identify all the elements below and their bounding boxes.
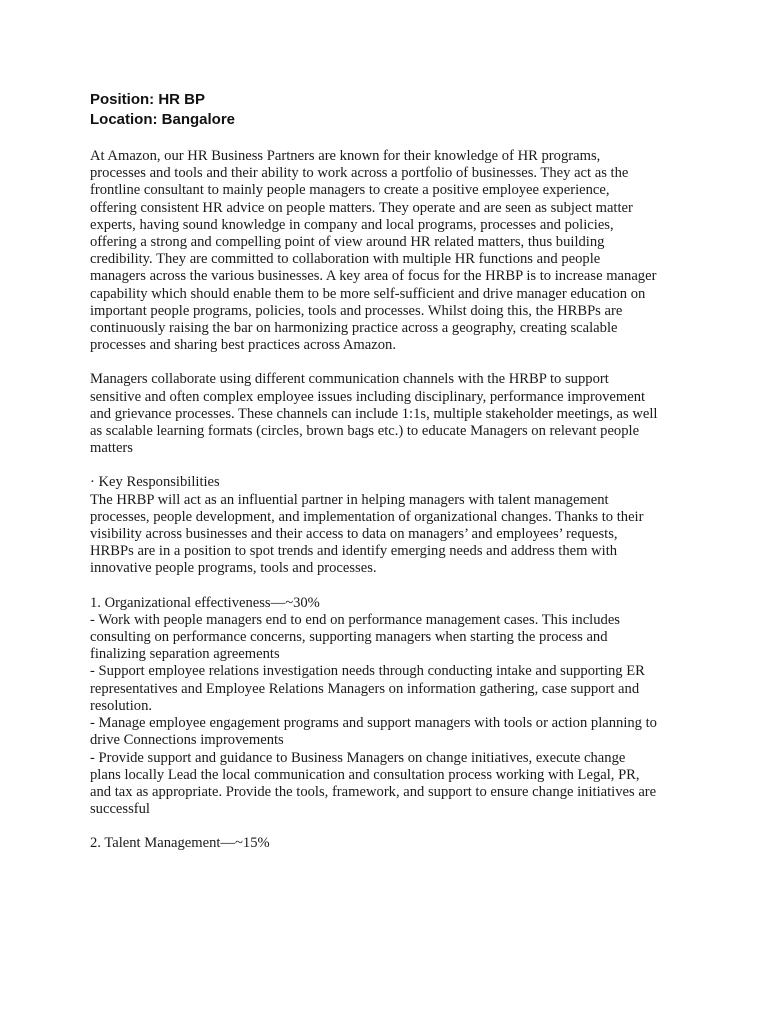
text-line: Managers collaborate using different communication channels with the HRBP to support: [90, 371, 609, 388]
text-line: managers across the various businesses. A key area of focus for the HRBP is to increase manager: [90, 268, 657, 285]
text-line: - Support employee relations investigation needs through conducting intake and supporting ER: [90, 663, 645, 680]
text-line: sensitive and often complex employee issues including disciplinary, performance improvement: [90, 388, 646, 405]
text-line: and tax as appropriate. Provide the tools, framework, and support to ensure change initiatives are: [90, 783, 657, 800]
text-line: - Work with people managers end to end on performance management cases. This includes: [90, 611, 620, 628]
text-line: processes, people development, and implementation of organizational changes. Thanks to their: [90, 508, 644, 525]
talent-management-section: [90, 835, 690, 852]
text-line: The HRBP will act as an influential partner in helping managers with talent management: [90, 491, 609, 508]
text-line: drive Connections improvements: [90, 732, 284, 749]
text-line: At Amazon, our HR Business Partners are known for their knowledge of HR programs,: [90, 148, 601, 164]
section-title: 1. Organizational effectiveness—~30%: [90, 594, 320, 611]
location-heading: Location: Bangalore: [90, 111, 236, 128]
text-line: plans locally Lead the local communication and consultation process working with Legal, PR,: [90, 766, 640, 783]
text-line: experts, having sound knowledge in company and local programs, processes and policies,: [90, 216, 614, 233]
text-line: and grievance processes. These channels can include 1:1s, multiple stakeholder meetings, as well: [90, 405, 658, 422]
text-line: HRBPs are in a position to spot trends and identify emerging needs and address them with: [90, 543, 618, 560]
intro-paragraph: [90, 148, 690, 354]
text-line: processes and tools and their ability to work across a portfolio of businesses. They act as the: [90, 165, 629, 182]
text-line: finalizing separation agreements: [90, 646, 280, 663]
section-title: · Key Responsibilities: [90, 474, 220, 491]
text-line: matters: [90, 440, 133, 457]
text-line: - Manage employee engagement programs and support managers with tools or action planning to: [90, 715, 657, 732]
text-line: processes and sharing best practices across Amazon.: [90, 337, 396, 354]
text-line: as scalable learning formats (circles, brown bags etc.) to educate Managers on relevant people: [90, 423, 640, 440]
text-line: - Provide support and guidance to Business Managers on change initiatives, execute change: [90, 749, 626, 766]
text-line: consulting on performance concerns, supporting managers when starting the process and: [90, 629, 608, 646]
text-line: offering a strong and compelling point of view around HR related matters, thus building: [90, 234, 605, 251]
org-effectiveness-section: [90, 595, 690, 819]
position-heading: Position: HR BP: [90, 91, 205, 108]
text-line: resolution.: [90, 697, 153, 714]
channels-paragraph: [90, 371, 690, 457]
text-line: capability which should enable them to be more self-sufficient and drive manager education on: [90, 285, 646, 302]
text-line: innovative people programs, tools and processes.: [90, 560, 377, 577]
text-line: successful: [90, 801, 150, 818]
text-line: offering consistent HR advice on people matters. They operate and are seen as subject matter: [90, 199, 633, 216]
text-line: credibility. They are committed to collaboration with multiple HR functions and people: [90, 251, 601, 268]
document-page: [90, 90, 690, 853]
text-line: frontline consultant to mainly people managers to create a positive employee experience,: [90, 182, 610, 199]
responsibilities-paragraph: [90, 474, 690, 577]
text-line: continuously raising the bar on harmonizing practice across a geography, creating scalable: [90, 320, 618, 337]
text-line: representatives and Employee Relations Managers on information gathering, case support and: [90, 680, 640, 697]
text-line: important people programs, policies, tools and processes. Whilst doing this, the HRBPs are: [90, 302, 623, 319]
section-title: 2. Talent Management—~15%: [90, 835, 270, 852]
text-line: visibility across businesses and their access to data on managers’ and employees’ requests,: [90, 526, 618, 543]
